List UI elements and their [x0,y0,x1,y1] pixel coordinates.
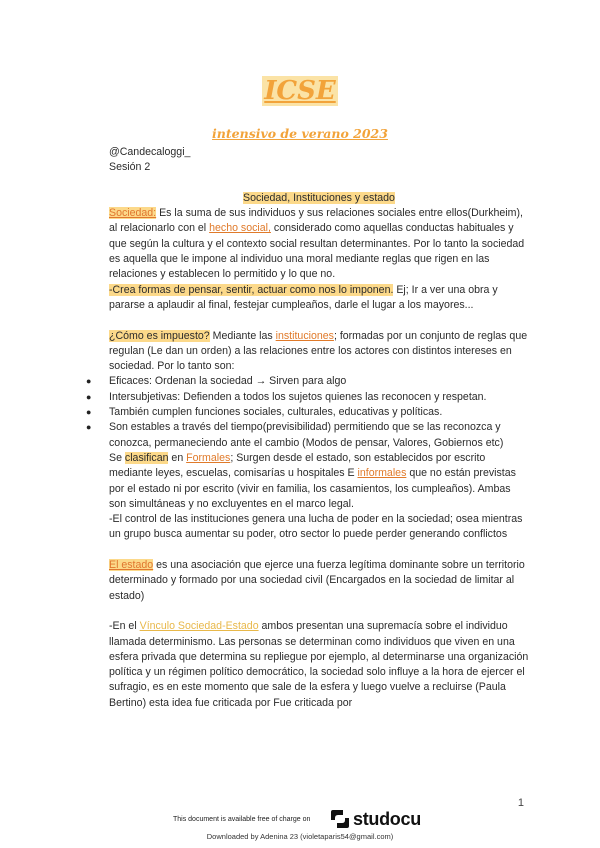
list-item: ● Son estables a través del tiempo(previsibilidad) permitiendo que se las reconozca y conozca, permaneciendo ante el cambio (Modos de pensar, Valores, Gobiernos etc) [109,420,529,451]
list-item: ● Intersubjetivas: Defienden a todos los sujetos quienes las reconocen y respetan. [109,390,529,405]
link-formales[interactable]: Formales [186,451,231,464]
studocu-wordmark: studocu [353,808,421,829]
download-attribution: Downloaded by Adenina 23 (violetaparis54@gmail.com) [206,832,394,841]
list-item: ● También cumplen funciones sociales, culturales, educativas y políticas. [109,405,529,420]
term-estado: El estado [109,559,154,572]
highlight-clasifican: clasifican [124,451,169,464]
author-handle: @Candecaloggi_ [109,146,191,158]
paragraph-sociedad: Sociedad: Es la suma de sus individuos y sus relaciones sociales entre ellos(Durkheim), al relacionarlo con el hecho social, considerado como aquellas conductas habituales y que según la cultura y el contexto social resultan determinantes. Por lo tanto la sociedad es aquella que le impone al individuo una moral mediante reglas que rigen en las relaciones y establecen lo permitido y lo que no. [109,207,525,281]
paragraph-estado: El estado es una asociación que ejerce una fuerza legítima dominante sobre un territorio determinado y formado por una sociedad civil (Encargados en la sociedad de limitar al estado) [109,559,525,602]
availability-note: This document is available free of charge on [173,816,311,823]
paragraph-control: -El control de las instituciones genera una lucha de poder en la sociedad; osea mientras un grupo busca aumentar su poder, otro sector lo puede perder generando conflictos [109,513,523,541]
question-como-impuesto: ¿Cómo es impuesto? [109,329,210,342]
document-subtitle: intensivo de verano 2023 [212,126,388,141]
institution-traits-list [109,374,529,450]
link-hecho-social[interactable]: hecho social, [209,222,271,235]
link-instituciones[interactable]: instituciones [275,329,334,342]
page-number: 1 [517,797,524,809]
list-item: ● Eficaces: Ordenan la sociedad → Sirven para algo [109,374,529,389]
session-label: Sesión 2 [109,161,151,174]
studocu-footer [0,806,600,848]
link-informales[interactable]: informales [357,467,407,480]
paragraph-clasifican: Se clasifican en Formales; Surgen desde el estado, son establecidos por escrito mediante leyes, escuelas, comisarías u hospitales E informales que no están previstas por el estado ni por escrito (vivir en familia, los casamientos, los cumpleaños). Ambas son simultáneas y no excluyentes en el marco legal. [109,451,516,510]
term-sociedad: Sociedad: [109,207,157,220]
paragraph-vinculo: -En el Vínculo Sociedad-Estado ambos presentan una supremacía sobre el individuo llamada determinismo. Las personas se determinan como individuos que viven en una esfera privada que determina su repliegue por ejemplo, al determinarse una organización política y un régimen político democrático, la sociedad solo influye a la hora de ejercer el sufragio, es en este momento que sale de la esfera y luego vuelve a recluirse (Paula Bertino) esta idea fue criticada por Fue criticada por [109,620,529,709]
studocu-logo-icon [330,808,350,830]
document-title: ICSE [264,76,336,106]
paragraph-crea-formas: -Crea formas de pensar, sentir, actuar como nos lo imponen. Ej; Ir a ver una obra y pararse a aplaudir al final, festejar cumpleaños, darle el lugar a los mayores... [109,283,498,311]
paragraph-como-impuesto: ¿Cómo es impuesto? Mediante las instituciones; formadas por un conjunto de reglas que regulan (Le dan un orden) a las relaciones entre los actores con distintos intereses en sociedad. Por lo tanto son: [109,329,528,373]
studocu-logo[interactable] [330,808,421,830]
document-body [109,145,529,711]
section-heading: Sociedad, Instituciones y estado [243,191,395,204]
link-vinculo-sociedad-estado[interactable]: Vínculo Sociedad-Estado [139,620,259,633]
highlight-crea-formas: -Crea formas de pensar, sentir, actuar como nos lo imponen. [109,283,394,296]
